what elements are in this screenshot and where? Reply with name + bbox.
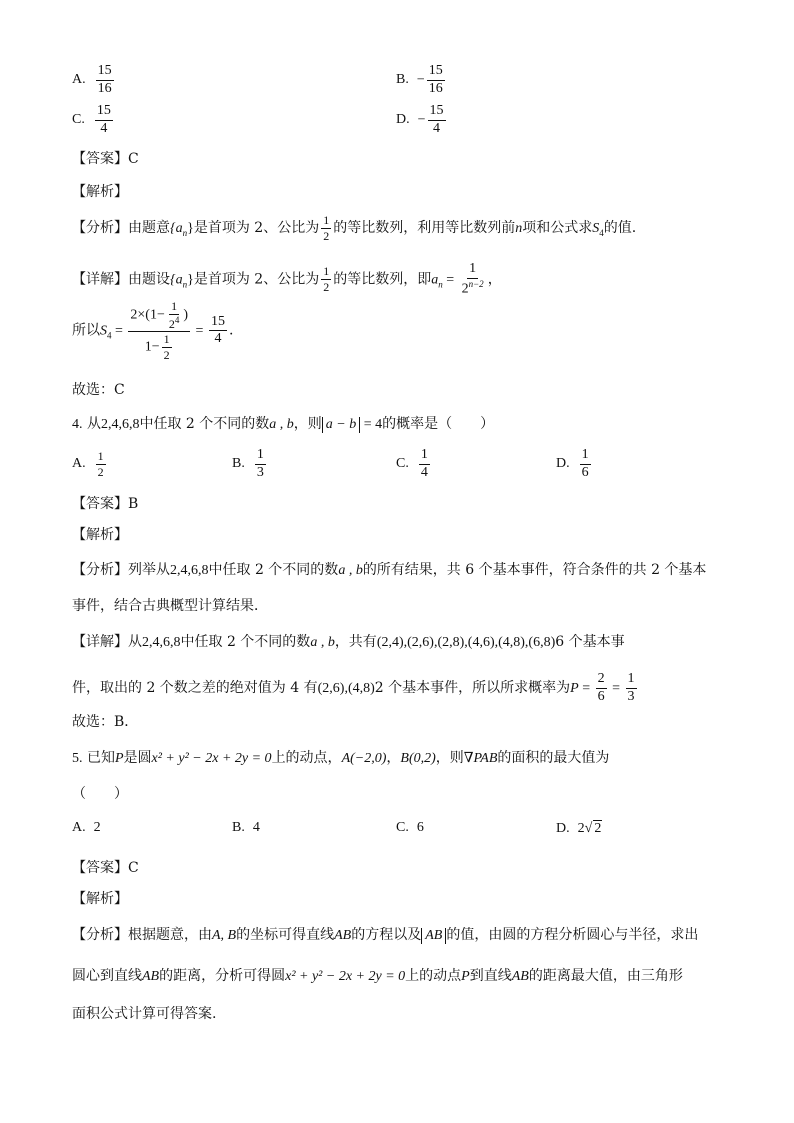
q5-fenxi-line1: 【分析】根据题意，由A, B的坐标可得直线AB的方程以及 AB 的值，由圆的方程分析圆心与半径，求出	[72, 927, 699, 943]
q4-option-b: B. $\frac{1}{3}$	[232, 447, 264, 480]
q4-fenxi-line2: 事件，结合古典概型计算结果．	[72, 598, 268, 614]
q3-jiexi: 【解析】	[72, 184, 128, 200]
q4-answer: 【答案】B	[72, 496, 139, 512]
q4-option-a: A. $\frac{1}{2}$	[72, 449, 104, 479]
q4-xiangjie-line2: 件，取出的 2 个数之差的绝对值为 4 有(2,6),(4,8)2 个基本事件，所以所求概率为P = $\frac{2}{6}$ = $\frac{1}{3}$	[72, 671, 635, 704]
q3-answer: 【答案】C	[72, 151, 139, 167]
q4-xiangjie-line1: 【详解】从2,4,6,8中任取 2 个不同的数a , b，共有(2,4),(2,6),(2,8),(4,6),(4,8),(6,8)6 个基本事	[72, 634, 625, 650]
q3-option-a: A. $\frac{15}{16}$	[72, 63, 112, 96]
q5-option-a: A. 2	[72, 820, 101, 835]
q5-fenxi-line3: 面积公式计算可得答案.	[72, 1006, 217, 1022]
q4-option-c: C. $\frac{1}{4}$	[396, 447, 428, 480]
q5-stem-line1: 5. 已知P是圆x² + y² − 2x + 2y = 0上的动点，A(−2,0)，B(0,2)，则∇PAB的面积的最大值为	[72, 750, 610, 766]
q3-fenxi: 【分析】由题意$\{a_n\}$是首项为 2、公比为 $\frac{1}{2}$ 的等比数列，利用等比数列前n项和公式求$S_4$的值.	[72, 213, 637, 243]
q5-option-d: D. 2√ 2	[556, 821, 602, 836]
q4-select: 故选：B．	[72, 714, 139, 730]
q3-select: 故选：C	[72, 382, 125, 398]
q3-sum: 所以$S_4$ = 2×(1− $\frac{1}{2^4}$ ) 1− $\frac{1}{2}$ = $\frac{15}{4}$ .	[72, 299, 234, 362]
q5-stem-line2: （ ）	[72, 786, 128, 802]
q5-jiexi: 【解析】	[72, 891, 128, 907]
q3-option-b: B. − $\frac{15}{16}$	[396, 63, 443, 96]
q5-option-c: C. 6	[396, 820, 424, 835]
q4-jiexi: 【解析】	[72, 527, 128, 543]
q4-fenxi-line1: 【分析】列举从2,4,6,8中任取 2 个不同的数a , b的所有结果，共 6 个基本事件，符合条件的共 2 个基本	[72, 562, 707, 578]
q3-xiangjie: 【详解】由题设$\{a_n\}$是首项为 2、公比为 $\frac{1}{2}$ 的等比数列，即$a_n$ = $\frac{1}{2^{n-2}}$ ，	[72, 261, 502, 297]
q3-option-c: C. $\frac{15}{4}$	[72, 103, 111, 136]
q4-stem: 4. 从2,4,6,8中任取 2 个不同的数a , b，则 a − b = 4的概率是（ ）	[72, 416, 495, 432]
q5-answer: 【答案】C	[72, 860, 139, 876]
q5-option-b: B. 4	[232, 820, 260, 835]
q5-fenxi-line2: 圆心到直线AB的距离，分析可得圆x² + y² − 2x + 2y = 0上的动点P到直线AB的距离最大值，由三角形	[72, 968, 683, 984]
q3-option-d: D. − $\frac{15}{4}$	[396, 103, 444, 136]
q4-option-d: D. $\frac{1}{6}$	[556, 447, 589, 480]
